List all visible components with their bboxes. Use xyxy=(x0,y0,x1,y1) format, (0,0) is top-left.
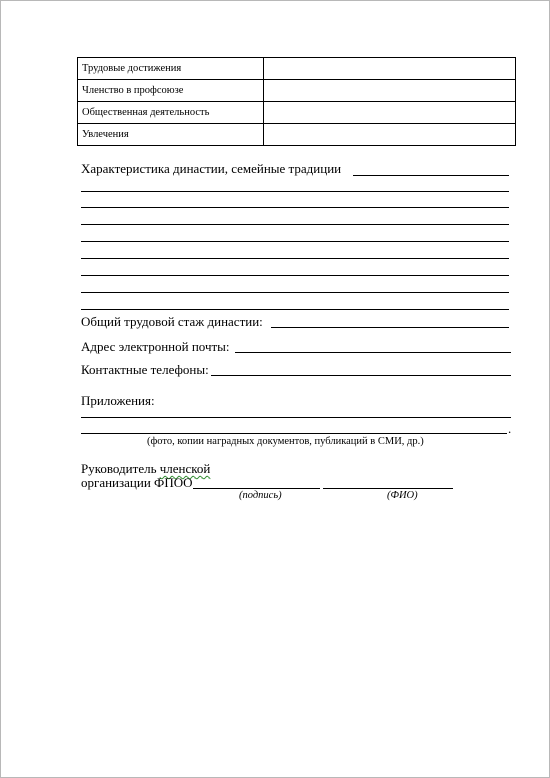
row-value-hobbies[interactable] xyxy=(264,124,516,146)
dynasty-fill-line[interactable] xyxy=(81,241,509,242)
email-fill-line[interactable] xyxy=(235,352,511,353)
attachments-end-mark: . xyxy=(508,421,512,436)
name-caption: (ФИО) xyxy=(387,490,418,501)
info-table xyxy=(77,57,516,146)
attachments-fill-line[interactable] xyxy=(81,433,507,434)
dynasty-fill-line[interactable] xyxy=(81,224,509,225)
dynasty-label: Характеристика династии, семейные традиции xyxy=(81,161,342,176)
attachments-note: (фото, копии наградных документов, публикаций в СМИ, др.) xyxy=(147,436,424,447)
signature-caption: (подпись) xyxy=(239,490,282,501)
row-label-public-activity: Общественная деятельность xyxy=(78,102,264,124)
table-row xyxy=(78,58,516,80)
experience-label: Общий трудовой стаж династии: xyxy=(81,314,263,329)
signature-title-prefix: Руководитель xyxy=(81,461,160,476)
attachments-fill-line[interactable] xyxy=(81,417,511,418)
attachments-label: Приложения: xyxy=(81,393,155,408)
dynasty-fill-line[interactable] xyxy=(81,207,509,208)
row-value-union-membership[interactable] xyxy=(264,80,516,102)
table-row xyxy=(78,102,516,124)
table-row xyxy=(78,124,516,146)
signature-fill-line[interactable] xyxy=(193,488,320,489)
name-fill-line[interactable] xyxy=(323,488,453,489)
dynasty-fill-line[interactable] xyxy=(81,258,509,259)
dynasty-fill-line[interactable] xyxy=(81,292,509,293)
row-label-union-membership: Членство в профсоюзе xyxy=(78,80,264,102)
signature-title-line2: организации ФПОО xyxy=(81,475,193,490)
phones-label: Контактные телефоны: xyxy=(81,362,209,377)
row-label-achievements: Трудовые достижения xyxy=(78,58,264,80)
signature-title-line1 xyxy=(81,461,210,476)
phones-fill-line[interactable] xyxy=(211,375,511,376)
row-value-achievements[interactable] xyxy=(264,58,516,80)
experience-fill-line[interactable] xyxy=(271,327,509,328)
signature-title-word: членской xyxy=(159,461,211,476)
dynasty-fill-line[interactable] xyxy=(81,309,509,310)
table-row xyxy=(78,80,516,102)
dynasty-fill-line[interactable] xyxy=(81,191,509,192)
dynasty-fill-line[interactable] xyxy=(81,275,509,276)
email-label: Адрес электронной почты: xyxy=(81,339,230,354)
row-value-public-activity[interactable] xyxy=(264,102,516,124)
row-label-hobbies: Увлечения xyxy=(78,124,264,146)
dynasty-fill-line[interactable] xyxy=(353,175,509,176)
